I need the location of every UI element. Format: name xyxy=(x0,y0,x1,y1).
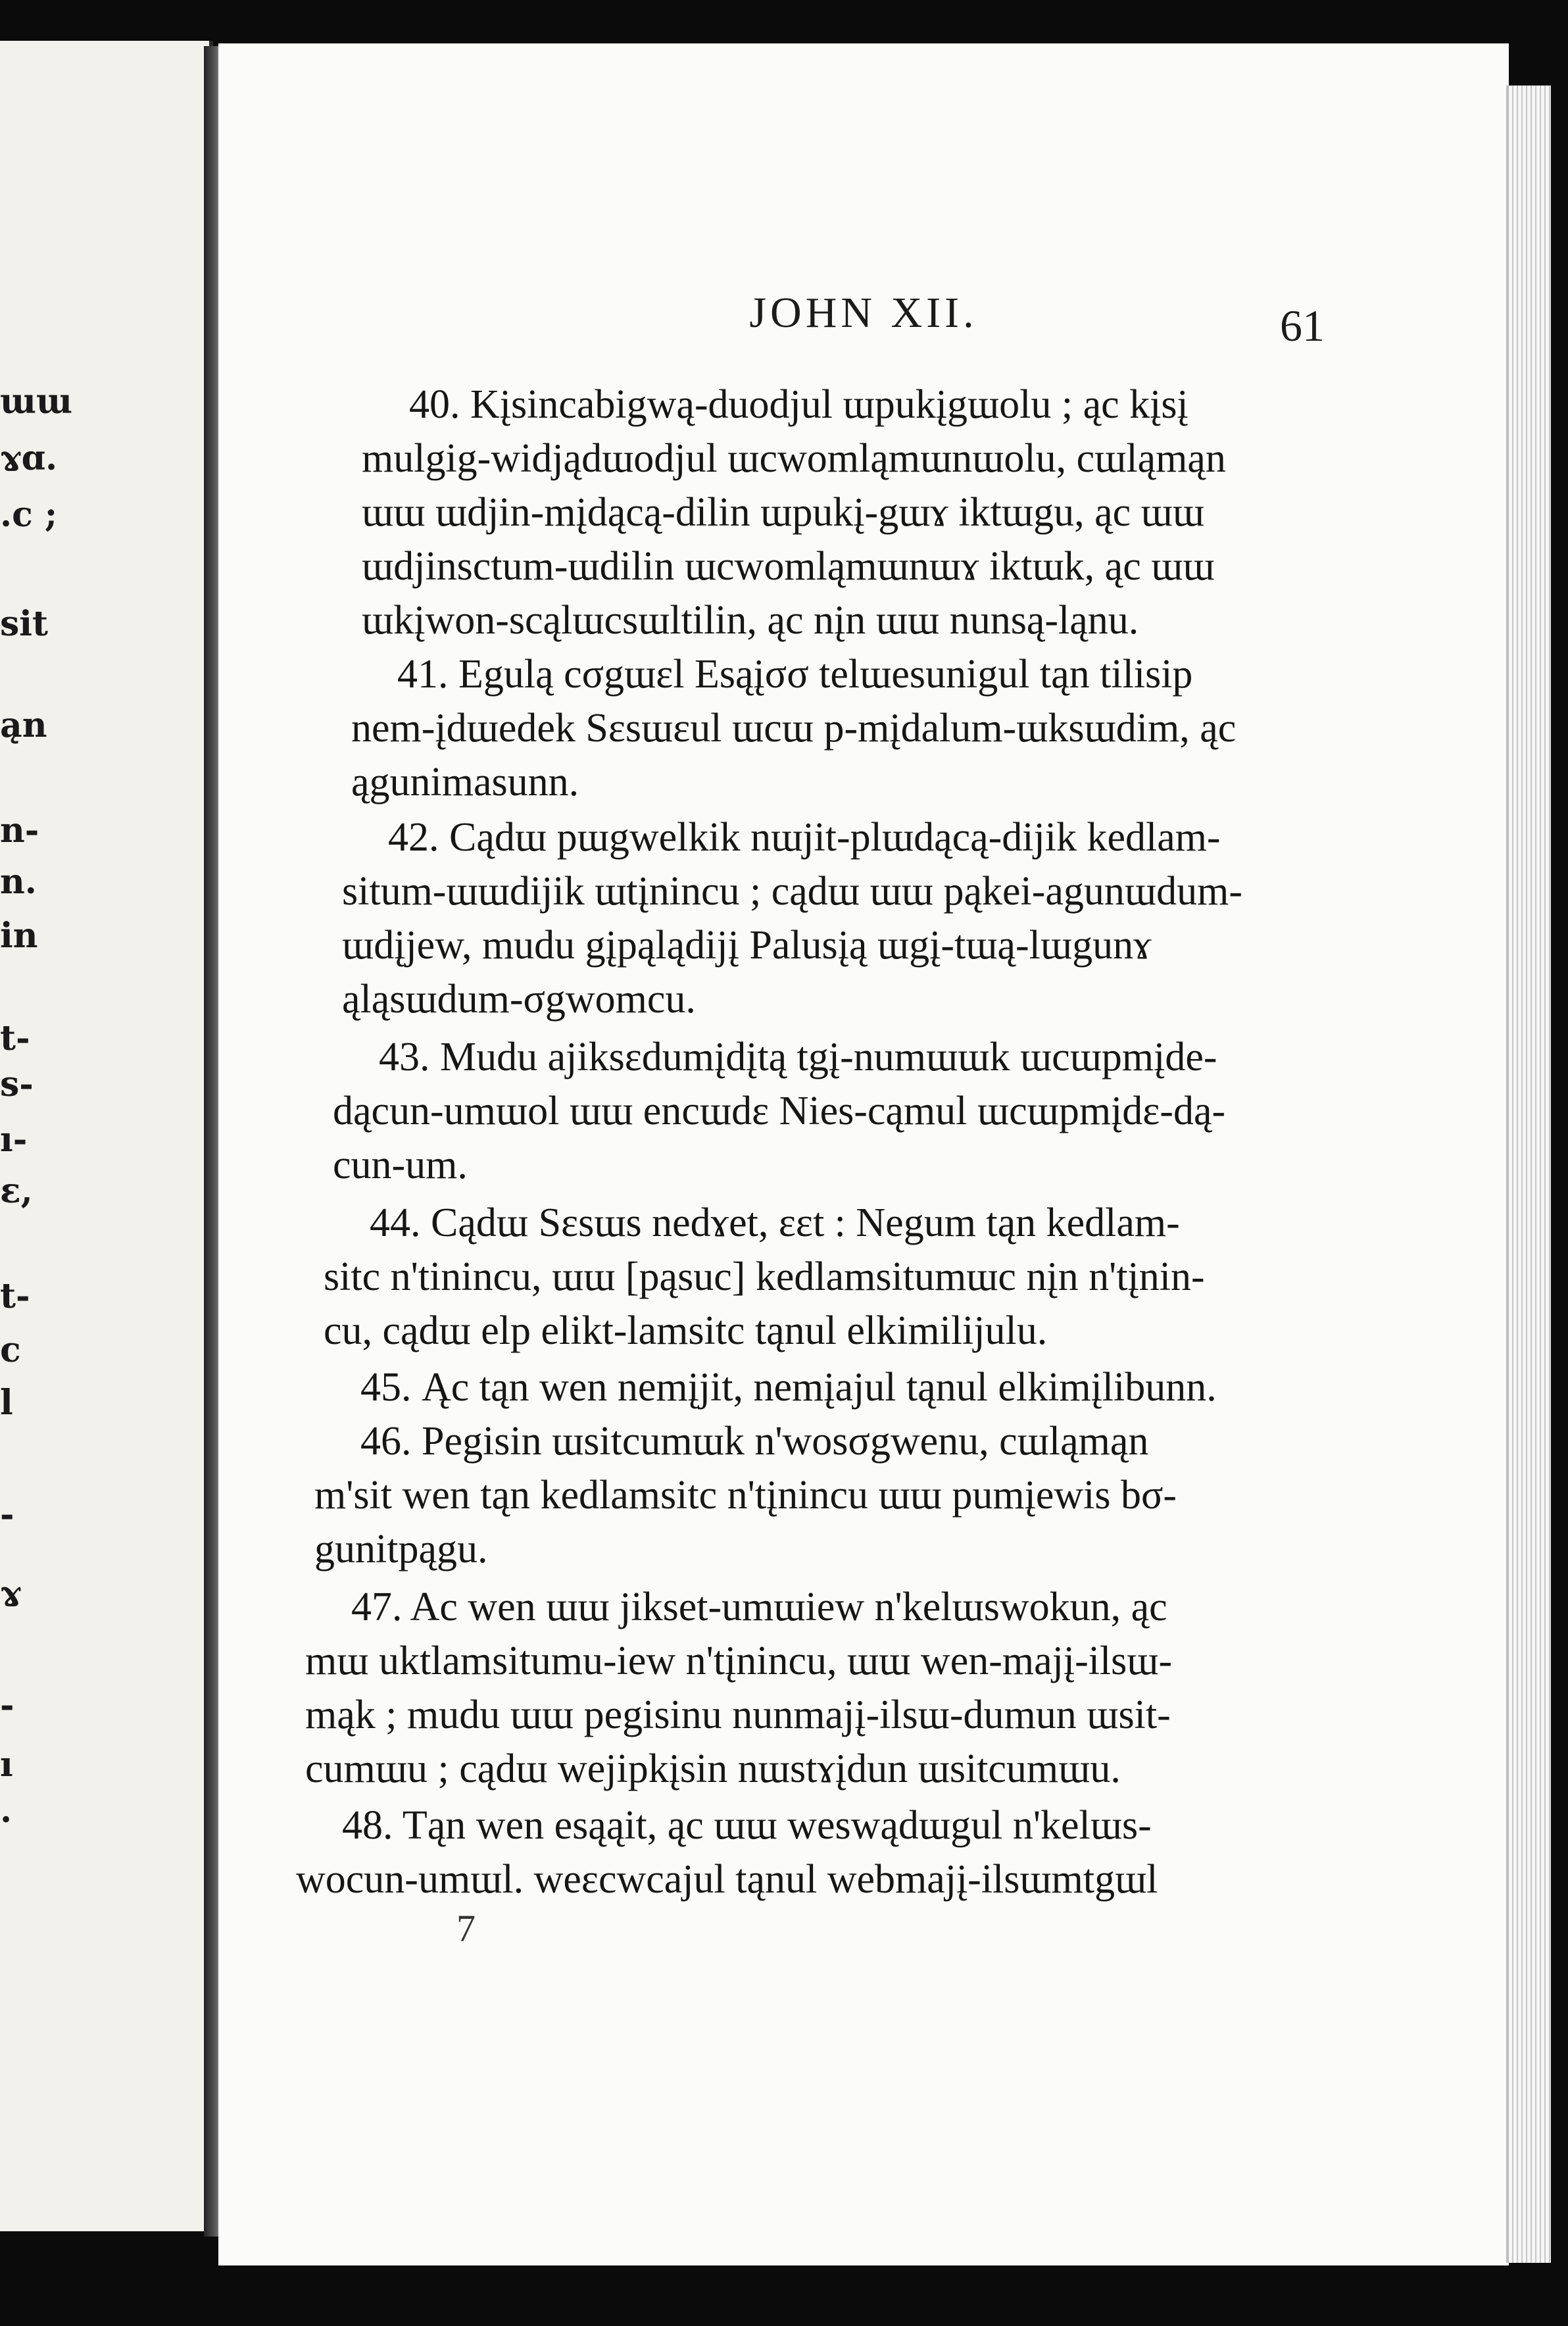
text-line: cun-um. xyxy=(333,1143,468,1187)
margin-fragment: sit xyxy=(0,604,49,644)
running-head: JOHN XII. xyxy=(749,289,978,337)
text-line: situm-ɯɯdijik ɯtįnincu ; cądɯ ɯɯ pąkei-agunɯdum- xyxy=(342,869,1242,914)
margin-fragment: n- xyxy=(0,810,39,851)
page-number: 61 xyxy=(1280,301,1325,351)
text-line: ągunimasunn. xyxy=(351,760,579,804)
text-line: mąk ; mudu ɯɯ pegisinu nunmajį-ilsɯ-dumun ɯsit- xyxy=(305,1693,1171,1737)
text-line: cu, cądɯ elp elikt-lamsitc tąnul elkimilijulu. xyxy=(324,1308,1048,1353)
margin-fragment: .c ; xyxy=(0,495,58,535)
text-line: wocun-umɯl. weɛcwcajul tąnul webmajį-ilsɯmtgɯl xyxy=(296,1857,1158,1902)
text-line: m'sit wen tąn kedlamsitc n'tįnincu ɯɯ pumįewis bσ- xyxy=(314,1473,1177,1518)
text-line: cumɯu ; cądɯ wejipkįsin nɯstɤįdun ɯsitcumɯu. xyxy=(305,1746,1121,1791)
margin-fragment: l xyxy=(0,1383,13,1423)
facing-page-fragment xyxy=(0,41,213,2231)
text-line: dącun-umɯol ɯɯ encɯdɛ Nies-cąmul ɯcɯpmįdɛ-dą- xyxy=(333,1089,1226,1133)
margin-fragment: c xyxy=(0,1330,21,1370)
margin-fragment: t- xyxy=(0,1276,30,1316)
text-line: 44. Cądɯ Sɛsɯs nedɤet, ɛɛt : Negum tąn kedlam- xyxy=(370,1200,1180,1245)
margin-fragment: . xyxy=(0,1791,12,1831)
margin-fragment: - xyxy=(0,1685,14,1725)
margin-fragment: ɤ xyxy=(0,1573,22,1614)
margin-fragment: in xyxy=(0,916,38,956)
margin-fragment: ɛ, xyxy=(0,1171,33,1211)
text-line: 41. Egulą cσgɯɛl Esąįσσ telɯesunigul tąn tilisip xyxy=(397,652,1193,697)
text-line: mulgig-widjądɯodjul ɯcwomląmɯnɯolu, cɯląmąn xyxy=(362,436,1226,481)
text-line: gunitpągu. xyxy=(314,1527,488,1571)
margin-fragment: n. xyxy=(0,862,37,902)
text-line: 46. Pegisin ɯsitcumɯk n'wosσgwenu, cɯląmąn xyxy=(360,1419,1149,1464)
verse-text-block xyxy=(218,43,1509,2265)
text-line: 40. Kįsincabigwą-duodjul ɯpukįgɯolu ; ąc kįsį xyxy=(409,382,1188,427)
margin-fragment: ąn xyxy=(0,705,47,745)
text-line: 47. Ac wen ɯɯ jikset-umɯiew n'kelɯswokun, ąc xyxy=(351,1585,1167,1629)
text-line: nem-įdɯedek Sɛsɯɛul ɯcɯ p-mįdalum-ɯksɯdim, ąc xyxy=(351,706,1237,751)
text-line: 42. Cądɯ pɯgwelkik nɯjit-plɯdącą-dijik kedlam- xyxy=(388,815,1221,860)
margin-fragment: ı xyxy=(0,1744,13,1785)
text-line: 45. Ąc tąn wen nemįjit, nemįajul tąnul elkimįlibunn. xyxy=(360,1365,1217,1410)
text-line: 43. Mudu ajiksɛdumįdįtą tgį-numɯɯk ɯcɯpmįde- xyxy=(379,1035,1217,1079)
margin-fragment: - xyxy=(0,1495,14,1535)
text-line: ɯdjinsctum-ɯdilin ɯcwomląmɯnɯɤ iktɯk, ąc ɯɯ xyxy=(362,544,1215,589)
text-line: ąląsɯdum-σgwomcu. xyxy=(342,977,696,1022)
signature-mark: 7 xyxy=(456,1907,476,1950)
margin-fragment: ɯɯ xyxy=(0,382,73,422)
text-line: ɯdįjew, mudu gįpąlądijį Palusįą ɯgį-tɯą-lɯgunɤ xyxy=(342,923,1152,968)
text-line: mɯ uktlamsitumu-iew n'tįnincu, ɯɯ wen-majį-ilsɯ- xyxy=(305,1639,1173,1683)
margin-fragment: ı- xyxy=(0,1120,28,1160)
main-page xyxy=(218,43,1509,2265)
margin-fragment: s- xyxy=(0,1064,34,1104)
text-line: 48. Tąn wen esąąit, ąc ɯɯ weswądɯgul n'kelɯs- xyxy=(342,1803,1152,1848)
text-line: ɯkįwon-scąlɯcsɯltilin, ąc nįn ɯɯ nunsą-ląnu. xyxy=(362,598,1139,643)
margin-fragment: ɤɑ. xyxy=(0,438,58,478)
page-edges xyxy=(1506,86,1551,2263)
text-line: ɯɯ ɯdjin-mįdącą-dilin ɯpukį-gɯɤ iktɯgu, ąc ɯɯ xyxy=(362,490,1205,535)
margin-fragment: t- xyxy=(0,1018,30,1058)
text-line: sitc n'tinincu, ɯɯ [pąsuc] kedlamsitumɯc nįn n'tįnin- xyxy=(324,1254,1205,1299)
